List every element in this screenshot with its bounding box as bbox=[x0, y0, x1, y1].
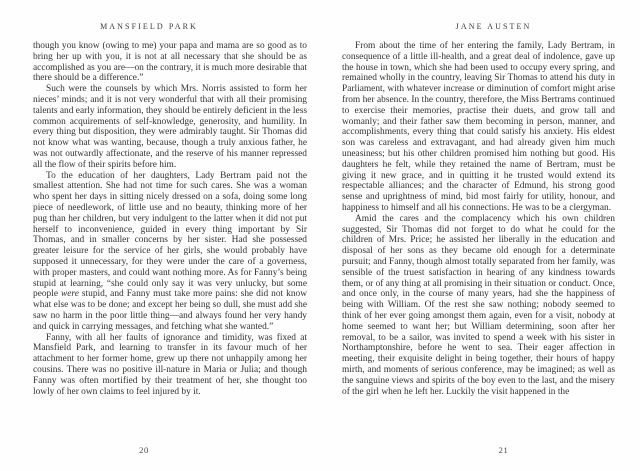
left-page-number: 20 bbox=[139, 445, 149, 455]
left-page-text bbox=[33, 41, 307, 397]
right-page-text bbox=[342, 41, 615, 397]
paragraph: Fanny, with all her faults of ignorance and timidity, was fixed at Mansfield Park, and learning to transfer in its favour much of her attachment to her former home, grew up there not unhappily among her cousins. There was no positive ill-nature in Maria or Julia; and though Fanny was often mortified by their treatment of her, she thought too lowly of her own claims to feel injured by it. bbox=[33, 332, 307, 397]
running-head-author: JANE AUSTEN bbox=[455, 22, 532, 31]
left-page bbox=[33, 0, 307, 471]
paragraph: To the education of her daughters, Lady Bertram paid not the smallest attention. She had not time for such cares. She was a woman who spent her days in sitting nicely dressed on a sofa, doing some long piece of needlework, of little use and no beauty, thinking more of her pug than her children, but very indulgent to the latter when it did not put herself to inconvenience, guided in every thing important by Sir Thomas, and in smaller concerns by her sister. Had she possessed greater leisure for the service of her girls, she would probably have supposed it unnecessary, for they were under the care of a governess, with proper masters, and could want nothing more. As for Fanny’s being stupid at learning, “she could only say it was very unlucky, but some people were stupid, and Fanny must take more pains: she did not know what else was to be done; and except her being so dull, she must add she saw no harm in the poor little thing—and always found her very handy and quick in carrying messages, and fetching what she wanted.” bbox=[33, 170, 307, 332]
right-page bbox=[342, 0, 615, 471]
paragraph: Such were the counsels by which Mrs. Norris assisted to form her nieces’ minds; and it is not very wonderful that with all their promising talents and early information, they should be entirely deficient in the less common acquirements of self-knowledge, generosity, and humility. In every thing but disposition, they were admirably taught. Sir Thomas did not know what was wanting, because, though a truly anxious father, he was not outwardly affectionate, and the reserve of his manner repressed all the flow of their spirits before him. bbox=[33, 84, 307, 170]
running-head-book-title: MANSFIELD PARK bbox=[100, 22, 198, 31]
right-page-number: 21 bbox=[498, 445, 509, 455]
paragraph: From about the time of her entering the family, Lady Bertram, in consequence of a little ill-health, and a great deal of indolence, gave up the house in town, which she had been used to occupy every spring, and remained wholly in the country, leaving Sir Thomas to attend his duty in Parliament, with whatever increase or diminution of comfort might arise from her absence. In the country, therefore, the Miss Bertrams continued to exercise their memories, practise their duets, and grow tall and womanly; and their father saw them becoming in person, manner, and accomplishments, every thing that could satisfy his anxiety. His eldest son was careless and extravagant, and had already given him much uneasiness; but his other children promised him nothing but good. His daughters he felt, while they retained the name of Bertram, must be giving it new grace, and in quitting it he trusted would extend its respectable alliances; and the character of Edmund, his strong good sense and uprightness of mind, bid most fairly for utility, honour, and happiness to himself and all his connections. He was to be a clergyman. bbox=[342, 41, 615, 213]
paragraph: Amid the cares and the complacency which his own children suggested, Sir Thomas did not forget to do what he could for the children of Mrs. Price; he assisted her liberally in the education and disposal of her sons as they became old enough for a determinate pursuit; and Fanny, though almost totally separated from her family, was sensible of the truest satisfaction in hearing of any kindness towards them, or of any thing at all promising in their situation or conduct. Once, and once only, in the course of many years, had she the happiness of being with William. Of the rest she saw nothing; nobody seemed to think of her ever going amongst them again, even for a visit, nobody at home seemed to want her; but William determining, soon after her removal, to be a sailor, was invited to spend a week with his sister in Northamptonshire, before he went to sea. Their eager affection in meeting, their exquisite delight in being together, their hours of happy mirth, and moments of serious conference, may be imagined; as well as the sanguine views and spirits of the boy even to the last, and the misery of the girl when he left her. Luckily the visit happened in the bbox=[342, 213, 615, 397]
paragraph: though you know (owing to me) your papa and mama are so good as to bring her up with you, it is not at all necessary that she should be as accomplished as you are—on the contrary, it is much more desirable that there should be a difference.” bbox=[33, 41, 307, 84]
